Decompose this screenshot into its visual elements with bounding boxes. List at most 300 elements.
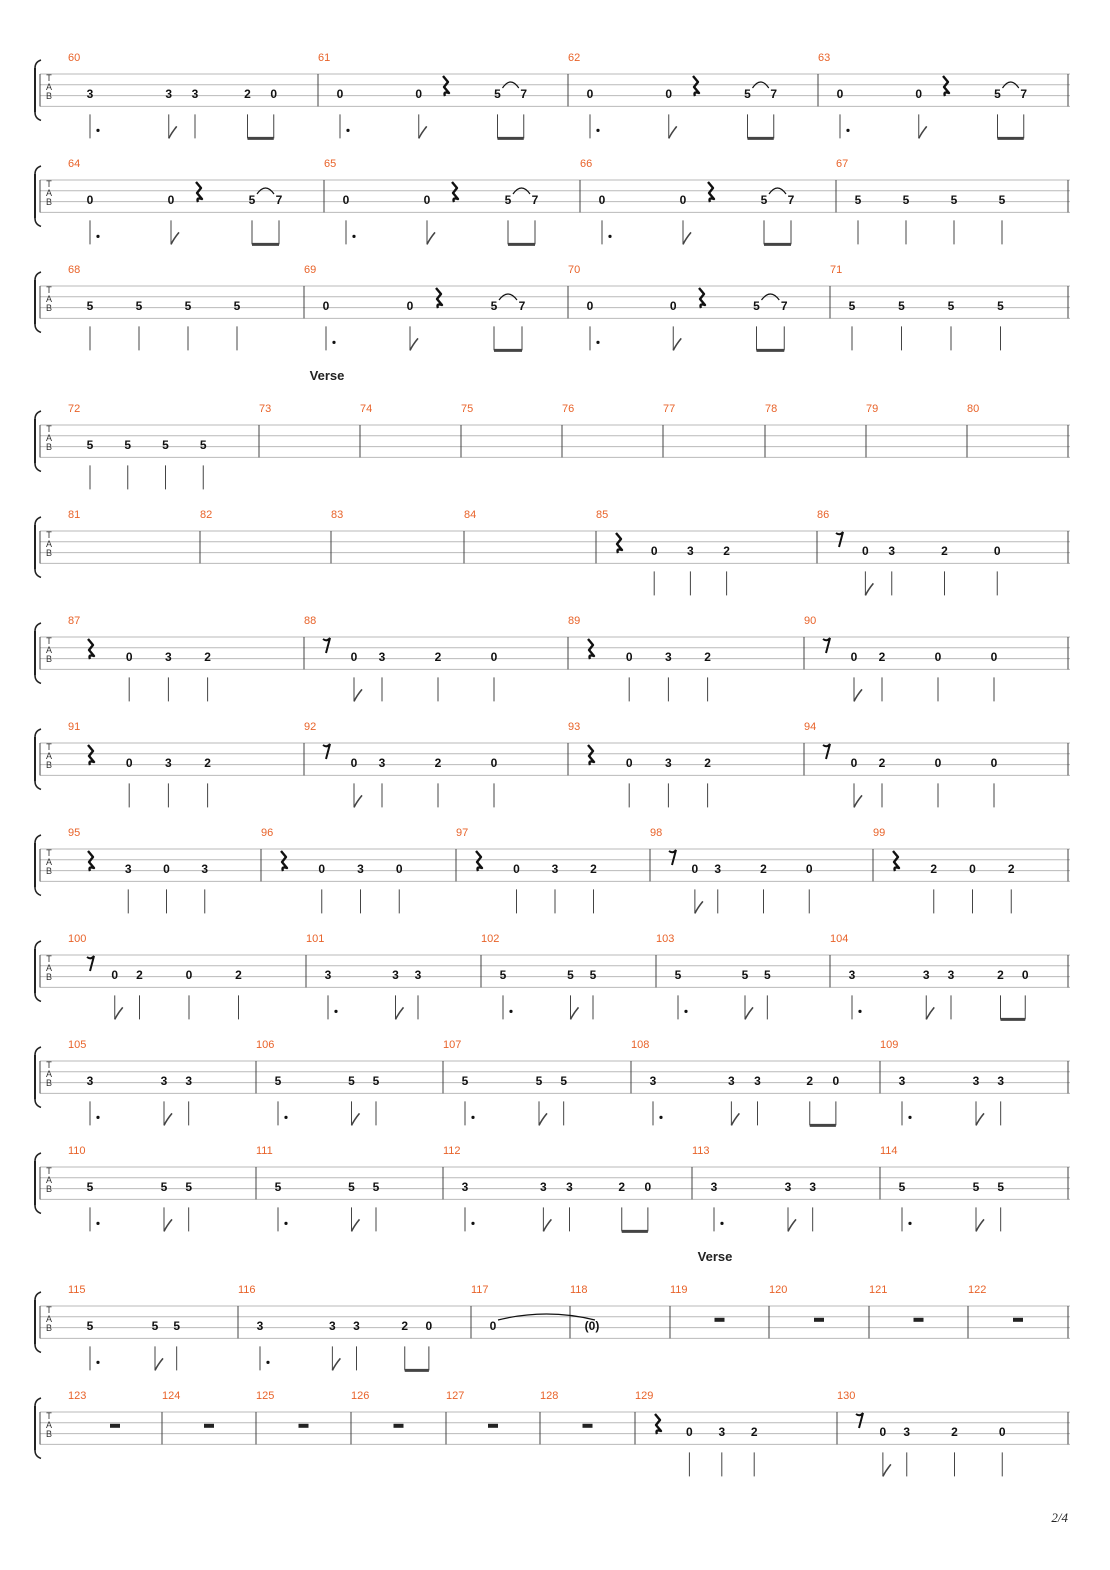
measure: [68, 509, 200, 563]
fret-number: 0: [691, 862, 699, 876]
dot: [96, 129, 99, 132]
fret-number: 0: [342, 193, 350, 207]
tab-clef-letter: T: [46, 179, 52, 189]
measure: [869, 1284, 968, 1338]
quarter-rest: [893, 851, 899, 871]
fret-number: 5: [994, 87, 1001, 101]
fret-number: 3: [357, 862, 364, 876]
dot: [266, 1361, 269, 1364]
measure-number: 108: [631, 1039, 650, 1051]
measure-number: 117: [471, 1284, 489, 1296]
measure: [259, 403, 360, 457]
tab-clef-letter: A: [45, 294, 53, 304]
flag: [745, 1007, 753, 1019]
fret-number: 0: [836, 87, 844, 101]
quarter-rest: [588, 745, 594, 765]
eighth-rest: [87, 956, 94, 971]
fret-number: 3: [898, 1074, 906, 1088]
fret-number: 5: [490, 299, 498, 313]
fret-number: 5: [86, 1180, 94, 1194]
fret-number: 0: [862, 544, 869, 558]
tab-clef-letter: B: [45, 303, 53, 313]
dot: [596, 341, 599, 344]
quarter-rest: [281, 851, 287, 871]
fret-number: 3: [665, 756, 672, 770]
fret-number: 0: [993, 544, 1001, 558]
fret-number: 5: [744, 87, 751, 101]
quarter-rest: [693, 76, 699, 96]
dot: [346, 129, 349, 132]
whole-rest: [299, 1424, 309, 1428]
fret-number: 3: [185, 1074, 193, 1088]
measure-number: 124: [162, 1390, 181, 1402]
tab-clef-letter: A: [45, 1175, 53, 1185]
fret-number: 5: [848, 299, 856, 313]
measure-number: 105: [68, 1039, 87, 1051]
fret-number: 3: [165, 87, 173, 101]
measure-number: 78: [765, 403, 778, 415]
fret-number: 2: [618, 1180, 626, 1194]
fret-number: 5: [233, 299, 241, 313]
whole-rest: [204, 1424, 214, 1428]
fret-number: 3: [165, 756, 172, 770]
fret-number: 3: [687, 544, 694, 558]
fret-number: 5: [560, 1074, 568, 1088]
fret-number: 3: [718, 1425, 726, 1439]
flag: [673, 338, 681, 350]
measure-number: 127: [446, 1390, 465, 1402]
measure-number: 101: [306, 933, 325, 945]
measure-number: 88: [304, 615, 317, 627]
fret-number: 2: [235, 968, 242, 982]
quarter-rest: [943, 76, 949, 96]
fret-number: 2: [997, 968, 1004, 982]
quarter-rest: [699, 288, 705, 308]
tab-clef-letter: A: [45, 1420, 53, 1430]
dot: [284, 1116, 287, 1119]
flag: [543, 1219, 551, 1231]
measure-number: 82: [200, 509, 213, 521]
measure-number: 68: [68, 264, 81, 276]
fret-number: 3: [329, 1319, 336, 1333]
fret-number: 5: [499, 968, 507, 982]
fret-number: 3: [665, 650, 672, 664]
fret-number: 5: [86, 438, 94, 452]
fret-number: 3: [160, 1074, 168, 1088]
whole-rest: [394, 1424, 404, 1428]
whole-rest: [715, 1318, 725, 1322]
quarter-rest: [708, 182, 714, 202]
measure-number: 67: [836, 158, 849, 170]
tab-clef-letter: T: [46, 285, 52, 295]
whole-rest: [110, 1424, 120, 1428]
flag: [427, 232, 435, 244]
fret-number: 0: [805, 862, 813, 876]
tab-system: [35, 1145, 1070, 1231]
fret-number: 0: [679, 193, 687, 207]
tab-clef-letter: A: [45, 751, 53, 761]
fret-number: 3: [903, 1425, 911, 1439]
measure-number: 84: [464, 509, 477, 521]
fret-number: 2: [878, 756, 886, 770]
fret-number: 3: [353, 1319, 360, 1333]
tab-clef-letter: A: [45, 645, 53, 655]
measure: [256, 1390, 351, 1444]
fret-number: 0: [586, 299, 594, 313]
measure-number: 69: [304, 264, 317, 276]
measure-number: 120: [769, 1284, 788, 1296]
fret-number: 0: [489, 1319, 497, 1333]
fret-number: 5: [535, 1074, 543, 1088]
fret-number: 3: [728, 1074, 735, 1088]
fret-number: 7: [1020, 87, 1028, 101]
flag: [731, 1113, 739, 1125]
fret-number: 7: [787, 193, 795, 207]
fret-number: 0: [915, 87, 923, 101]
tab-clef-letter: A: [45, 433, 53, 443]
measure-number: 86: [817, 509, 830, 521]
measure: [968, 1284, 1068, 1338]
fret-number: 2: [704, 650, 711, 664]
fret-number: 5: [135, 299, 143, 313]
tab-system: [35, 1390, 1070, 1476]
measure-number: 106: [256, 1039, 275, 1051]
measure-number: 96: [261, 827, 274, 839]
fret-number: 3: [649, 1074, 657, 1088]
tab-system: [35, 1039, 1070, 1125]
measure: [360, 403, 461, 457]
fret-number: 0: [513, 862, 520, 876]
fret-number: 5: [998, 193, 1006, 207]
tab-clef-letter: B: [45, 91, 53, 101]
fret-number: 0: [163, 862, 170, 876]
measure-number: 107: [443, 1039, 462, 1051]
fret-number: 5: [372, 1074, 380, 1088]
fret-number: 0: [586, 87, 594, 101]
tab-system: [35, 368, 1070, 489]
fret-number: 0: [832, 1074, 840, 1088]
tab-clef-letter: T: [46, 742, 52, 752]
fret-number: 3: [754, 1074, 761, 1088]
flag: [919, 126, 927, 138]
flag: [155, 1358, 163, 1370]
fret-number: 0: [850, 650, 858, 664]
whole-rest: [583, 1424, 593, 1428]
measure: [570, 1284, 670, 1338]
fret-number: 2: [204, 756, 211, 770]
measure-number: 66: [580, 158, 593, 170]
measure-number: 109: [880, 1039, 899, 1051]
fret-number: 0: [598, 193, 606, 207]
measure-number: 123: [68, 1390, 87, 1402]
measure-number: 113: [692, 1145, 710, 1157]
fret-number: 5: [589, 968, 597, 982]
fret-number: 5: [372, 1180, 380, 1194]
flag: [352, 1219, 360, 1231]
fret-number: 5: [124, 438, 132, 452]
tab-clef-letter: T: [46, 1166, 52, 1176]
fret-number: 0: [998, 1425, 1006, 1439]
flag: [883, 1464, 891, 1476]
tab-clef-letter: B: [45, 654, 53, 664]
fret-number: 3: [378, 756, 386, 770]
measure: [162, 1390, 256, 1444]
measure-number: 87: [68, 615, 81, 627]
fret-number: 0: [625, 756, 633, 770]
quarter-rest: [452, 182, 458, 202]
section-label: Verse: [697, 1249, 733, 1264]
tab-system: [35, 1249, 1070, 1370]
tab-system: [35, 264, 1070, 350]
fret-number: 5: [567, 968, 574, 982]
dot: [96, 235, 99, 238]
measure-number: 75: [461, 403, 474, 415]
fret-number: 0: [415, 87, 423, 101]
tab-clef-letter: T: [46, 954, 52, 964]
tab-system: [35, 933, 1070, 1019]
eighth-rest: [323, 744, 330, 759]
fret-number: 7: [518, 299, 526, 313]
dot: [471, 1222, 474, 1225]
fret-number: 0: [322, 299, 330, 313]
whole-rest: [914, 1318, 924, 1322]
fret-number: 2: [704, 756, 711, 770]
measure: [765, 403, 866, 457]
fret-number: 2: [1007, 862, 1015, 876]
fret-number: 5: [898, 299, 905, 313]
tab-system: [35, 158, 1070, 244]
fret-number: 5: [461, 1074, 469, 1088]
fret-number: 0: [425, 1319, 433, 1333]
fret-number: 2: [723, 544, 730, 558]
fret-number: 5: [348, 1074, 355, 1088]
fret-number: 3: [922, 968, 930, 982]
tab-clef-letter: B: [45, 1078, 53, 1088]
fret-number: 2: [401, 1319, 409, 1333]
measure-number: 61: [318, 52, 331, 64]
dot: [846, 129, 849, 132]
fret-number: 7: [520, 87, 528, 101]
fret-number: 0: [934, 650, 942, 664]
fret-number: 0: [350, 756, 358, 770]
flag: [171, 232, 179, 244]
fret-number: 5: [274, 1074, 282, 1088]
fret-number: 3: [784, 1180, 792, 1194]
fret-number: 5: [947, 299, 955, 313]
flag: [396, 1007, 404, 1019]
fret-number: 7: [275, 193, 283, 207]
fret-number: 5: [898, 1180, 906, 1194]
quarter-rest: [436, 288, 442, 308]
measure-number: 129: [635, 1390, 654, 1402]
fret-number: 2: [204, 650, 211, 664]
measure-number: 65: [324, 158, 337, 170]
fret-number: 0: [318, 862, 326, 876]
quarter-rest: [88, 745, 94, 765]
fret-number: 3: [201, 862, 209, 876]
dot: [352, 235, 355, 238]
whole-rest: [814, 1318, 824, 1322]
fret-number: 0: [125, 756, 133, 770]
fret-number: 0: [850, 756, 858, 770]
fret-number: 0: [644, 1180, 652, 1194]
flag: [410, 338, 418, 350]
fret-number: 2: [760, 862, 767, 876]
measure-number: 116: [238, 1284, 256, 1296]
fret-number: 7: [780, 299, 788, 313]
flag: [865, 583, 873, 595]
fret-number: 0: [490, 650, 498, 664]
fret-number: 3: [710, 1180, 718, 1194]
quarter-rest: [588, 639, 594, 659]
fret-number: 2: [434, 756, 442, 770]
fret-number: 0: [990, 650, 998, 664]
quarter-rest: [88, 851, 94, 871]
flag: [164, 1113, 172, 1125]
dot: [720, 1222, 723, 1225]
measure: [200, 509, 331, 563]
fret-number: 0: [270, 87, 278, 101]
measure-number: 79: [866, 403, 879, 415]
tab-clef-letter: A: [45, 963, 53, 973]
measure-number: 71: [830, 264, 843, 276]
measure: [866, 403, 967, 457]
fret-number: 5: [854, 193, 862, 207]
tab-clef-letter: B: [45, 866, 53, 876]
measure-number: 77: [663, 403, 676, 415]
tab-clef-letter: B: [45, 1323, 53, 1333]
page-number: 2/4: [1051, 1510, 1068, 1525]
eighth-rest: [856, 1413, 863, 1428]
fret-number: 5: [753, 299, 760, 313]
measure-number: 70: [568, 264, 581, 276]
measure: [351, 1390, 446, 1444]
whole-rest: [1013, 1318, 1023, 1322]
measure-number: 74: [360, 403, 373, 415]
tab-clef-letter: T: [46, 636, 52, 646]
measure-number: 112: [443, 1145, 461, 1157]
fret-number: 0: [669, 299, 677, 313]
measure-number: 103: [656, 933, 675, 945]
measure-number: 89: [568, 615, 581, 627]
fret-number: 3: [888, 544, 896, 558]
fret-number: 3: [86, 87, 94, 101]
fret-number: 0: [125, 650, 133, 664]
fret-number: 5: [348, 1180, 355, 1194]
eighth-rest: [823, 744, 830, 759]
measure-number: 60: [68, 52, 81, 64]
dot: [908, 1116, 911, 1119]
measure: [540, 1390, 635, 1444]
dot: [96, 1116, 99, 1119]
tab-clef-letter: T: [46, 1305, 52, 1315]
flag: [352, 1113, 360, 1125]
fret-number: (0): [584, 1319, 600, 1333]
measure-number: 80: [967, 403, 980, 415]
tab-system: [35, 615, 1070, 701]
fret-number: 0: [490, 756, 498, 770]
fret-number: 7: [531, 193, 539, 207]
fret-number: 0: [167, 193, 175, 207]
flag: [683, 232, 691, 244]
fret-number: 5: [274, 1180, 282, 1194]
tab-clef-letter: T: [46, 530, 52, 540]
fret-number: 3: [86, 1074, 94, 1088]
measure-number: 98: [650, 827, 663, 839]
fret-number: 2: [136, 968, 143, 982]
fret-number: 3: [566, 1180, 573, 1194]
tab-clef-letter: T: [46, 848, 52, 858]
quarter-rest: [616, 533, 622, 553]
measure: [967, 403, 1068, 457]
flag: [354, 795, 362, 807]
measure-number: 90: [804, 615, 817, 627]
measure-number: 97: [456, 827, 469, 839]
fret-number: 2: [244, 87, 251, 101]
measure: [663, 403, 765, 457]
tab-clef-letter: B: [45, 548, 53, 558]
fret-number: 3: [809, 1180, 817, 1194]
measure-number: 85: [596, 509, 609, 521]
fret-number: 0: [879, 1425, 887, 1439]
fret-number: 7: [770, 87, 778, 101]
fret-number: 5: [997, 299, 1004, 313]
fret-number: 2: [590, 862, 597, 876]
fret-number: 0: [990, 756, 998, 770]
tab-system: [35, 509, 1070, 595]
tab-system: [35, 827, 1070, 913]
fret-number: 3: [392, 968, 399, 982]
flag: [169, 126, 177, 138]
measure-number: 63: [818, 52, 831, 64]
tab-clef-letter: A: [45, 188, 53, 198]
measure-number: 104: [830, 933, 849, 945]
measure: [461, 403, 562, 457]
fret-number: 0: [350, 650, 358, 664]
fret-number: 3: [124, 862, 132, 876]
measure-number: 130: [837, 1390, 856, 1402]
tab-clef-letter: A: [45, 1314, 53, 1324]
flag: [332, 1358, 340, 1370]
measure-number: 118: [570, 1284, 588, 1296]
fret-number: 3: [540, 1180, 547, 1194]
eighth-rest: [823, 638, 830, 653]
tab-system: [35, 52, 1070, 138]
fret-number: 0: [665, 87, 673, 101]
measure-number: 92: [304, 721, 317, 733]
fret-number: 5: [997, 1180, 1005, 1194]
whole-rest: [488, 1424, 498, 1428]
fret-number: 0: [406, 299, 414, 313]
dot: [908, 1222, 911, 1225]
fret-number: 5: [160, 1180, 168, 1194]
tab-clef-letter: B: [45, 197, 53, 207]
fret-number: 5: [86, 299, 94, 313]
tab-clef-letter: B: [45, 442, 53, 452]
fret-number: 5: [199, 438, 207, 452]
fret-number: 5: [185, 1180, 193, 1194]
flag: [539, 1113, 547, 1125]
dot: [608, 235, 611, 238]
tab-clef-letter: A: [45, 857, 53, 867]
dot: [96, 1361, 99, 1364]
eighth-rest: [323, 638, 330, 653]
measure-number: 76: [562, 403, 575, 415]
flag: [695, 901, 703, 913]
flag: [976, 1113, 984, 1125]
quarter-rest: [655, 1414, 661, 1434]
tab-clef-letter: A: [45, 1069, 53, 1079]
